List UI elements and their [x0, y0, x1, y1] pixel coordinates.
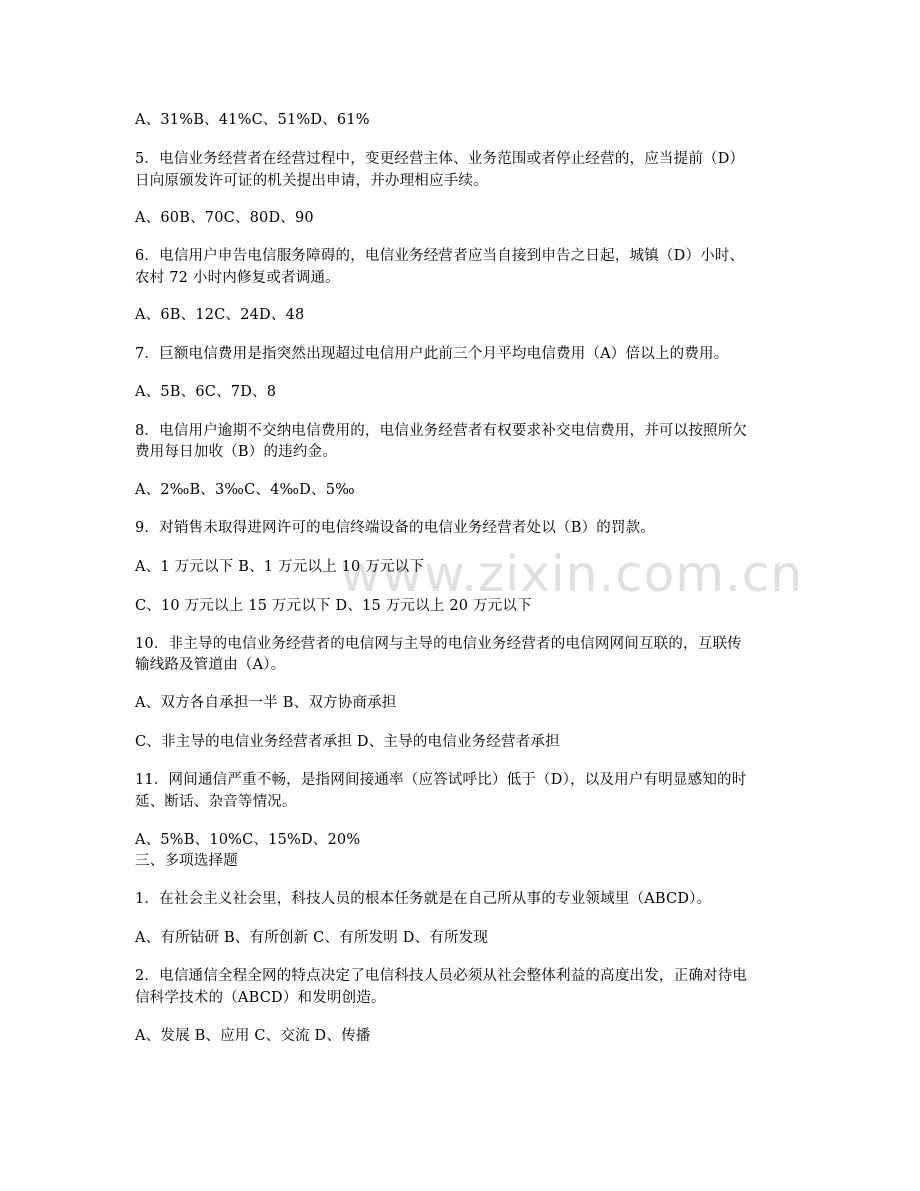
q5-text-line2: 日向原颁发许可证的机关提出申请，并办理相应手续。 — [135, 173, 488, 189]
mc1-text: 1．在社会主义社会里，科技人员的根本任务就是在自己所从事的专业领域里（ABCD）。 — [135, 891, 712, 907]
q9-options-line1: A、1 万元以下 B、1 万元以上 10 万元以下 — [135, 559, 425, 575]
q5-text-line1: 5．电信业务经营者在经营过程中，变更经营主体、业务范围或者停止经营的，应当提前（D） — [135, 151, 745, 167]
q10-options-line2: C、非主导的电信业务经营者承担 D、主导的电信业务经营者承担 — [135, 734, 560, 750]
q9-options-line2: C、10 万元以上 15 万元以下 D、15 万元以上 20 万元以下 — [135, 598, 532, 614]
watermark: www.zixin.com.cn — [340, 545, 804, 603]
q10-text-line1: 10．非主导的电信业务经营者的电信网与主导的电信业务经营者的电信网网间互联的，互联传 — [135, 636, 742, 652]
q10-options-line1: A、双方各自承担一半 B、双方协商承担 — [135, 695, 397, 711]
section-heading-multiple-choice: 三、多项选择题 — [135, 853, 238, 869]
q6-options: A、6B、12C、24D、48 — [135, 307, 305, 323]
q8-text-line2: 费用每日加收（B）的违约金。 — [135, 444, 337, 460]
q8-options: A、2‰B、3‰C、4‰D、5‰ — [135, 482, 355, 498]
mc2-options: A、发展 B、应用 C、交流 D、传播 — [135, 1028, 371, 1044]
q5-options: A、60B、70C、80D、90 — [135, 210, 314, 226]
q6-text-line1: 6．电信用户申告电信服务障碍的，电信业务经营者应当自接到申告之日起，城镇（D）小时、 — [135, 248, 745, 264]
mc2-text-line2: 信科学技术的（ABCD）和发明创造。 — [135, 990, 386, 1006]
q6-text-line2: 农村 72 小时内修复或者调通。 — [135, 270, 340, 286]
q7-options: A、5B、6C、7D、8 — [135, 384, 277, 400]
mc1-options: A、有所钻研 B、有所创新 C、有所发明 D、有所发现 — [135, 930, 489, 946]
q8-text-line1: 8．电信用户逾期不交纳电信费用的，电信业务经营者有权要求补交电信费用，并可以按照所欠 — [135, 423, 748, 439]
q7-text: 7．巨额电信费用是指突然出现超过电信用户此前三个月平均电信费用（A）倍以上的费用。 — [135, 346, 729, 362]
q4-options: A、31%B、41%C、51%D、61% — [135, 112, 370, 128]
mc2-text-line1: 2．电信通信全程全网的特点决定了电信科技人员必须从社会整体利益的高度出发，正确对待电 — [135, 968, 748, 984]
q11-text-line2: 延、断话、杂音等情况。 — [135, 794, 297, 810]
q9-text: 9．对销售未取得进网许可的电信终端设备的电信业务经营者处以（B）的罚款。 — [135, 520, 656, 536]
q11-text-line1: 11．网间通信严重不畅，是指网间接通率（应答试呼比）低于（D），以及用户有明显感知的时 — [135, 772, 747, 788]
q10-text-line2: 输线路及管道由（A）。 — [135, 657, 286, 673]
q11-options: A、5%B、10%C、15%D、20% — [135, 832, 361, 848]
